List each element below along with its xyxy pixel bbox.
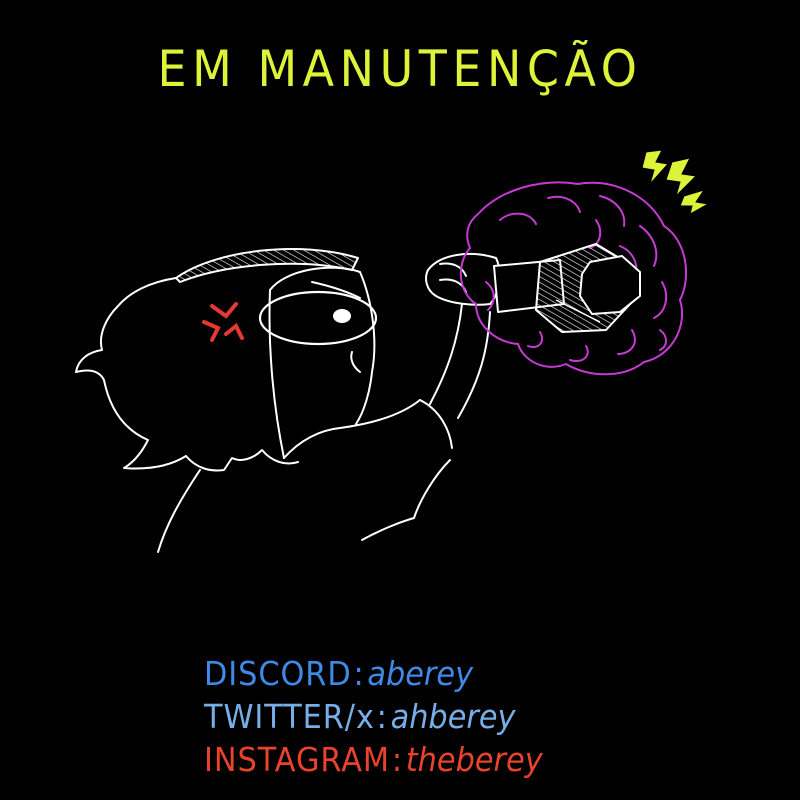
contact-line-twitterx <box>204 695 719 738</box>
wrench-icon <box>494 244 640 332</box>
contact-separator: : <box>376 697 387 736</box>
contact-line-instagram <box>204 738 719 781</box>
page-title: EM MANUTENÇÃO <box>157 40 643 98</box>
contact-label: INSTAGRAM <box>204 740 390 779</box>
character-icon <box>76 249 499 552</box>
anger-mark-icon <box>204 304 242 340</box>
contact-list <box>204 652 764 781</box>
contact-line-discord <box>204 652 719 695</box>
bolt-icon <box>642 150 708 214</box>
contact-handle: theberey <box>405 740 543 779</box>
contact-handle: aberey <box>367 654 474 693</box>
contact-handle: ahberey <box>390 697 516 736</box>
contact-label: TWITTER/x <box>204 697 375 736</box>
contact-separator: : <box>353 654 364 693</box>
contact-separator: : <box>391 740 403 779</box>
contact-label: DISCORD <box>204 654 352 693</box>
